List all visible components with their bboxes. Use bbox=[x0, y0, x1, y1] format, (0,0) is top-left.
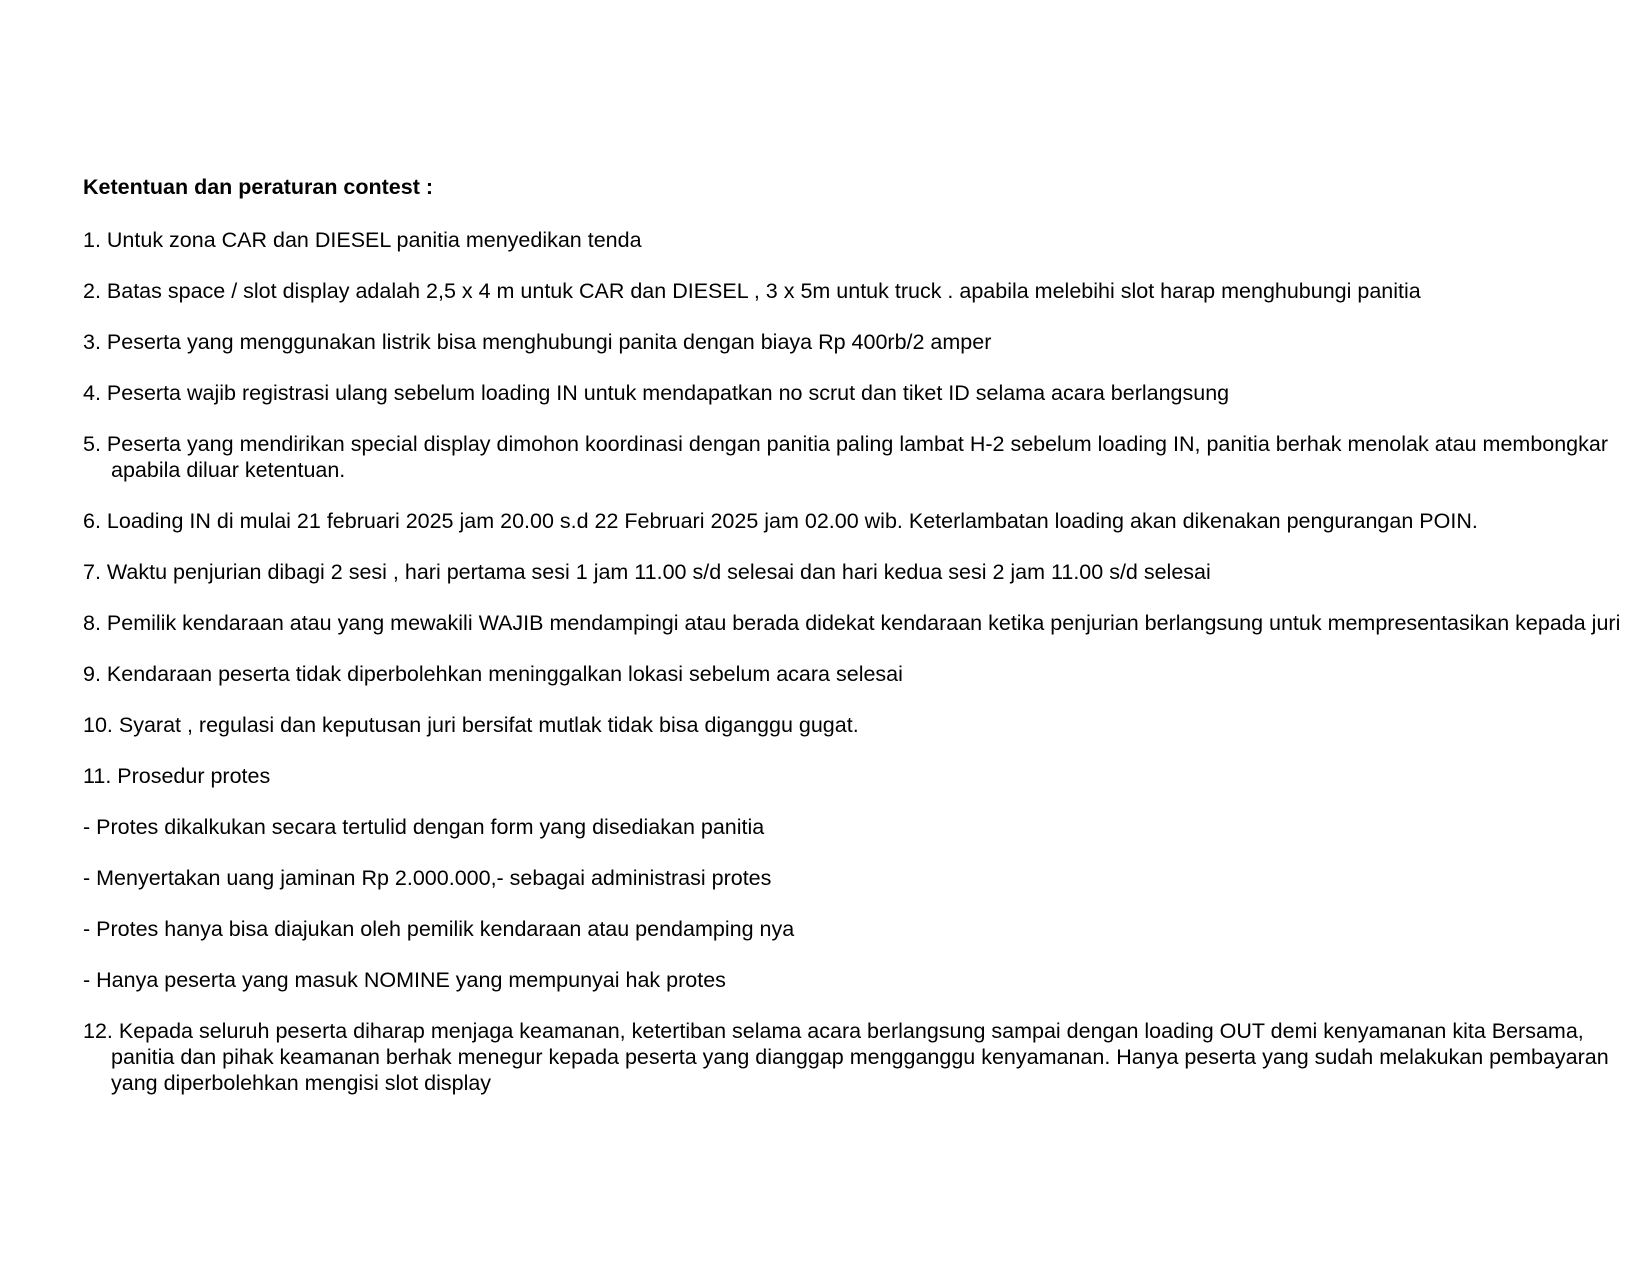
rule-item-6: 6. Loading IN di mulai 21 februari 2025 jam 20.00 s.d 22 Februari 2025 jam 02.00 wib. Keterlambatan loading akan dikenakan pengurangan POIN. bbox=[83, 509, 1478, 533]
rule-item-7: 7. Waktu penjurian dibagi 2 sesi , hari pertama sesi 1 jam 11.00 s/d selesai dan hari kedua sesi 2 jam 11.00 s/d selesai bbox=[83, 560, 1211, 584]
rule-item-5: 5. Peserta yang mendirikan special display dimohon koordinasi dengan panitia paling lambat H-2 sebelum loading IN, panitia berhak menolak atau membongkar apabila diluar ketentuan. bbox=[83, 432, 1609, 482]
rule-item-12: 12. Kepada seluruh peserta diharap menjaga keamanan, ketertiban selama acara berlangsung sampai dengan loading OUT demi kenyamanan kita Bersama, panitia dan pihak keamanan berhak menegur kepada peserta yang dianggap mengganggu kenyamanan. Hanya peserta yang sudah melakukan pembayaran yang diperbolehkan mengisi slot display bbox=[83, 1019, 1609, 1095]
rule-item-4: 4. Peserta wajib registrasi ulang sebelum loading IN untuk mendapatkan no scrut dan tiket ID selama acara berlangsung bbox=[83, 381, 1230, 405]
protest-bullet-1: - Protes dikalkukan secara tertulid dengan form yang disediakan panitia bbox=[83, 815, 765, 839]
document-title: Ketentuan dan peraturan contest : bbox=[83, 175, 434, 199]
rule-item-3: 3. Peserta yang menggunakan listrik bisa menghubungi panita dengan biaya Rp 400rb/2 amper bbox=[83, 330, 992, 354]
rule-item-9: 9. Kendaraan peserta tidak diperbolehkan meninggalkan lokasi sebelum acara selesai bbox=[83, 662, 903, 686]
protest-bullet-4: - Hanya peserta yang masuk NOMINE yang mempunyai hak protes bbox=[83, 968, 726, 992]
protest-bullet-2: - Menyertakan uang jaminan Rp 2.000.000,- sebagai administrasi protes bbox=[83, 866, 772, 890]
protest-bullet-3: - Protes hanya bisa diajukan oleh pemilik kendaraan atau pendamping nya bbox=[83, 917, 795, 941]
rule-item-2: 2. Batas space / slot display adalah 2,5 x 4 m untuk CAR dan DIESEL , 3 x 5m untuk truck . apabila melebihi slot harap menghubungi panitia bbox=[83, 279, 1421, 303]
rule-item-10: 10. Syarat , regulasi dan keputusan juri bersifat mutlak tidak bisa diganggu gugat. bbox=[83, 713, 859, 737]
rule-item-8: 8. Pemilik kendaraan atau yang mewakili WAJIB mendampingi atau berada didekat kendaraan ketika penjurian berlangsung untuk mempresentasikan kepada juri bbox=[83, 611, 1621, 635]
document-page bbox=[83, 174, 1628, 1121]
rule-item-1: 1. Untuk zona CAR dan DIESEL panitia menyedikan tenda bbox=[83, 228, 642, 252]
rule-item-11: 11. Prosedur protes bbox=[83, 764, 271, 788]
